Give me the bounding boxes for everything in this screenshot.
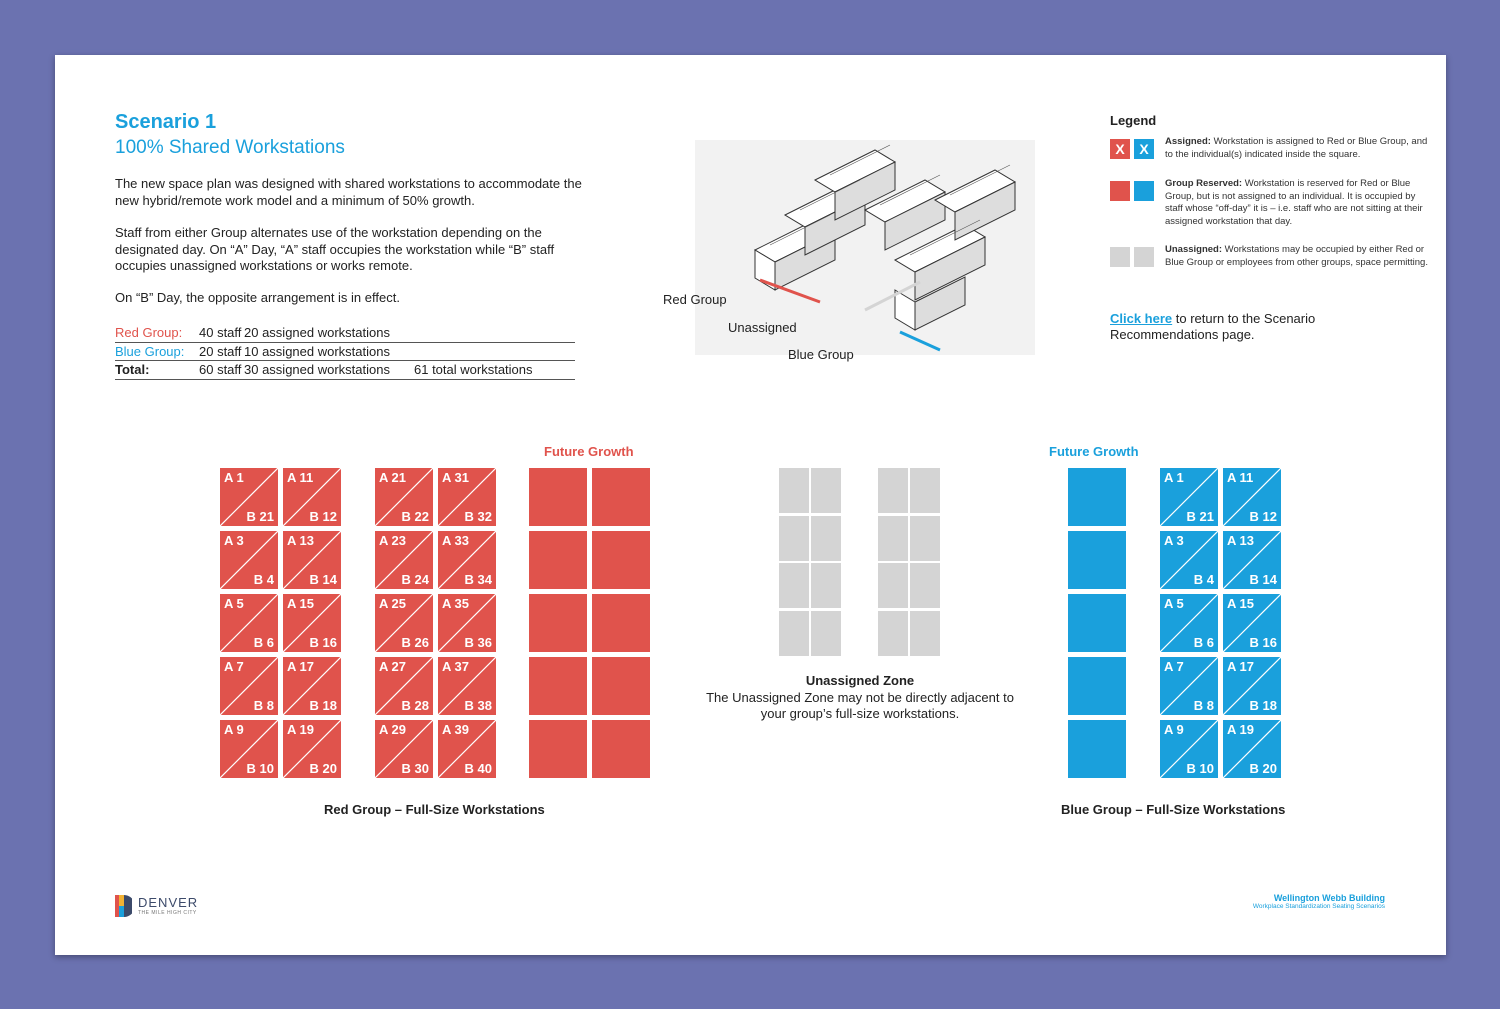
unassigned-workstation [779,611,809,656]
b-staff-label: B 12 [1249,509,1277,524]
assigned-workstation [1160,720,1218,778]
red-reserved-workstation [529,720,587,778]
b-staff-label: B 21 [1186,509,1214,524]
a-staff-label: A 3 [1164,533,1184,548]
return-note-text: to return to the Scenario Recommendations page. [1110,311,1316,342]
stats-workstations: 20 assigned workstations [244,325,390,341]
a-staff-label: A 7 [1164,659,1184,674]
assigned-red-swatch: X [1110,139,1130,159]
unassigned-workstation [878,468,908,513]
a-staff-label: A 9 [1164,722,1184,737]
assigned-workstation [1160,468,1218,526]
stats-label: Total: [115,362,150,378]
assigned-workstation [438,594,496,652]
assigned-workstation [438,468,496,526]
unassigned-zone-title: Unassigned Zone [805,673,915,688]
stats-workstations: 10 assigned workstations [244,343,390,359]
blue-reserved-workstation [1068,720,1126,778]
blue-group-caption: Blue Group – Full-Size Workstations [1061,802,1286,817]
a-staff-label: A 1 [1164,470,1184,485]
b-staff-label: B 18 [309,698,337,713]
b-staff-label: B 18 [1249,698,1277,713]
red-group-caption: Red Group – Full-Size Workstations [324,802,545,817]
blue-reserved-workstation [1068,657,1126,715]
unassigned-workstation [779,516,809,561]
footer-building: Wellington Webb Building [1273,893,1385,903]
a-staff-label: A 29 [379,722,406,737]
iso-label-unassigned: Unassigned [728,320,797,335]
unassigned-swatch-2 [1134,247,1154,267]
stats-staff: 40 staff [199,325,242,341]
stats-row-blue [115,343,575,362]
red-reserved-workstation [592,531,650,589]
red-reserved-workstation [592,468,650,526]
legend-reserved-title: Group Reserved: [1165,178,1243,189]
b-staff-label: B 20 [309,761,337,776]
click-here-link[interactable]: Click here [1110,311,1173,326]
legend-assigned [1110,136,1430,179]
unassigned-workstation [910,563,940,608]
b-staff-label: B 12 [309,509,337,524]
a-staff-label: A 1 [224,470,244,485]
assigned-workstation [375,531,433,589]
b-staff-label: B 8 [253,698,274,713]
b-staff-label: B 14 [1249,572,1277,587]
assigned-workstation [283,657,341,715]
staff-summary-table [115,324,575,380]
b-staff-label: B 6 [1193,635,1214,650]
b-staff-label: B 14 [309,572,337,587]
assigned-workstation [1223,468,1281,526]
a-staff-label: A 11 [1227,470,1254,485]
logo-tagline: THE MILE HIGH CITY [138,910,197,916]
return-note [1110,311,1370,343]
stats-workstations: 30 assigned workstations [244,362,390,378]
page-title: Scenario 1 [115,111,217,133]
assigned-workstation [283,531,341,589]
b-staff-label: B 24 [401,572,429,587]
unassigned-workstation [779,468,809,513]
a-staff-label: A 9 [224,722,244,737]
legend-assigned-title: Assigned: [1165,136,1211,147]
unassigned-workstation [779,563,809,608]
assigned-workstation [438,657,496,715]
assigned-workstation [220,657,278,715]
assigned-workstation [375,720,433,778]
a-staff-label: A 11 [287,470,314,485]
a-staff-label: A 13 [1227,533,1254,548]
assigned-workstation [1223,657,1281,715]
assigned-workstation [283,594,341,652]
red-future-growth-label: Future Growth [544,444,634,459]
a-staff-label: A 5 [1164,596,1184,611]
b-staff-label: B 6 [253,635,274,650]
a-staff-label: A 21 [379,470,406,485]
b-staff-label: B 26 [401,635,429,650]
a-staff-label: A 33 [442,533,469,548]
assigned-workstation [375,594,433,652]
legend-unassigned [1110,244,1430,287]
legend-assigned-text: Workstation is assigned to Red or Blue Group, and to the individual(s) indicated inside the square. [1165,136,1428,160]
assigned-workstation [1223,531,1281,589]
unassigned-workstation [811,468,841,513]
b-staff-label: B 22 [401,509,429,524]
stats-total: 61 total workstations [414,362,533,378]
b-staff-label: B 40 [464,761,492,776]
a-staff-label: A 17 [1227,659,1254,674]
iso-label-red-group: Red Group [663,292,727,307]
red-reserved-workstation [529,594,587,652]
red-reserved-workstation [592,657,650,715]
assigned-workstation [375,657,433,715]
b-staff-label: B 21 [246,509,274,524]
iso-label-blue-group: Blue Group [788,347,854,362]
b-staff-label: B 16 [1249,635,1277,650]
a-staff-label: A 19 [1227,722,1254,737]
unassigned-workstation [811,516,841,561]
b-staff-label: B 38 [464,698,492,713]
a-staff-label: A 5 [224,596,244,611]
red-reserved-workstation [529,531,587,589]
b-staff-label: B 8 [1193,698,1214,713]
red-reserved-workstation [529,657,587,715]
assigned-workstation [1160,657,1218,715]
unassigned-workstation [811,563,841,608]
denver-logo-icon [115,895,132,917]
assigned-workstation [1160,594,1218,652]
assigned-workstation [220,720,278,778]
legend-unassigned-text: Workstations may be occupied by either Red or Blue Group or employees from other groups, space permitting. [1165,244,1428,268]
assigned-workstation [220,594,278,652]
a-staff-label: A 13 [287,533,314,548]
unassigned-zone-text: The Unassigned Zone may not be directly adjacent to your group’s full-size workstations. [706,689,1014,721]
assigned-workstation [438,531,496,589]
unassigned-workstation [910,611,940,656]
a-staff-label: A 31 [442,470,469,485]
assigned-workstation [438,720,496,778]
unassigned-workstation [910,468,940,513]
b-staff-label: B 16 [309,635,337,650]
unassigned-workstation [878,516,908,561]
a-staff-label: A 25 [379,596,406,611]
blue-group-marker [900,332,940,350]
unassigned-workstation [878,611,908,656]
blue-reserved-workstation [1068,468,1126,526]
stats-row-total [115,361,575,380]
assigned-workstation [1160,531,1218,589]
a-staff-label: A 3 [224,533,244,548]
assigned-workstation [375,468,433,526]
legend-group-reserved [1110,178,1430,236]
b-staff-label: B 10 [1186,761,1214,776]
page-subtitle: 100% Shared Workstations [115,137,345,158]
intro-paragraph-3: On “B” Day, the opposite arrangement is in effect. [115,290,400,305]
unassigned-workstation [878,563,908,608]
b-staff-label: B 36 [464,635,492,650]
legend-reserved-text: Workstation is reserved for Red or Blue Group, but is not assigned to an individual. It is occupied by staff whose “off-day” it is – i.e. staff who are not sitting at their assigned workstation that day. [1165,178,1423,227]
red-reserved-workstation [592,720,650,778]
a-staff-label: A 15 [1227,596,1254,611]
unassigned-workstation [910,516,940,561]
assigned-workstation [283,468,341,526]
b-staff-label: B 4 [253,572,274,587]
a-staff-label: A 15 [287,596,314,611]
b-staff-label: B 4 [1193,572,1214,587]
a-staff-label: A 17 [287,659,314,674]
a-staff-label: A 23 [379,533,406,548]
a-staff-label: A 7 [224,659,244,674]
stats-label: Red Group: [115,325,183,341]
a-staff-label: A 35 [442,596,469,611]
assigned-workstation [220,468,278,526]
reserved-blue-swatch [1134,181,1154,201]
a-staff-label: A 39 [442,722,469,737]
blue-reserved-workstation [1068,594,1126,652]
blue-reserved-workstation [1068,531,1126,589]
reserved-red-swatch [1110,181,1130,201]
stats-label: Blue Group: [115,343,185,359]
assigned-workstation [1223,594,1281,652]
b-staff-label: B 10 [246,761,274,776]
unassigned-swatch-1 [1110,247,1130,267]
intro-paragraph-2: Staff from either Group alternates use of the workstation depending on the designated day. On “A” Day, “A” staff occupies the workstation while “B” staff occupies unassigned workstations or works remote. [115,225,555,273]
a-staff-label: A 19 [287,722,314,737]
red-reserved-workstation [529,468,587,526]
unassigned-zone-note [695,673,1025,723]
stats-row-red [115,324,575,343]
assigned-workstation [283,720,341,778]
blue-future-growth-label: Future Growth [1049,444,1139,459]
logo-name: DENVER [138,895,199,910]
assigned-workstation [1223,720,1281,778]
a-staff-label: A 27 [379,659,406,674]
b-staff-label: B 32 [464,509,492,524]
unassigned-workstation [811,611,841,656]
b-staff-label: B 34 [464,572,492,587]
stats-staff: 60 staff [199,362,242,378]
legend-title: Legend [1110,113,1157,128]
assigned-blue-swatch: X [1134,139,1154,159]
a-staff-label: A 37 [442,659,469,674]
b-staff-label: B 30 [401,761,429,776]
document-page [55,55,1446,955]
legend-unassigned-title: Unassigned: [1165,244,1223,255]
stats-staff: 20 staff [199,343,242,359]
red-reserved-workstation [592,594,650,652]
intro-paragraph-1: The new space plan was designed with shared workstations to accommodate the new hybrid/remote work model and a minimum of 50% growth. [115,176,582,208]
red-group-marker [760,280,820,302]
b-staff-label: B 28 [401,698,429,713]
b-staff-label: B 20 [1249,761,1277,776]
footer-doc-title: Workplace Standardization Seating Scenarios [1252,903,1385,910]
footer-building-info [1205,893,1385,910]
assigned-workstation [220,531,278,589]
